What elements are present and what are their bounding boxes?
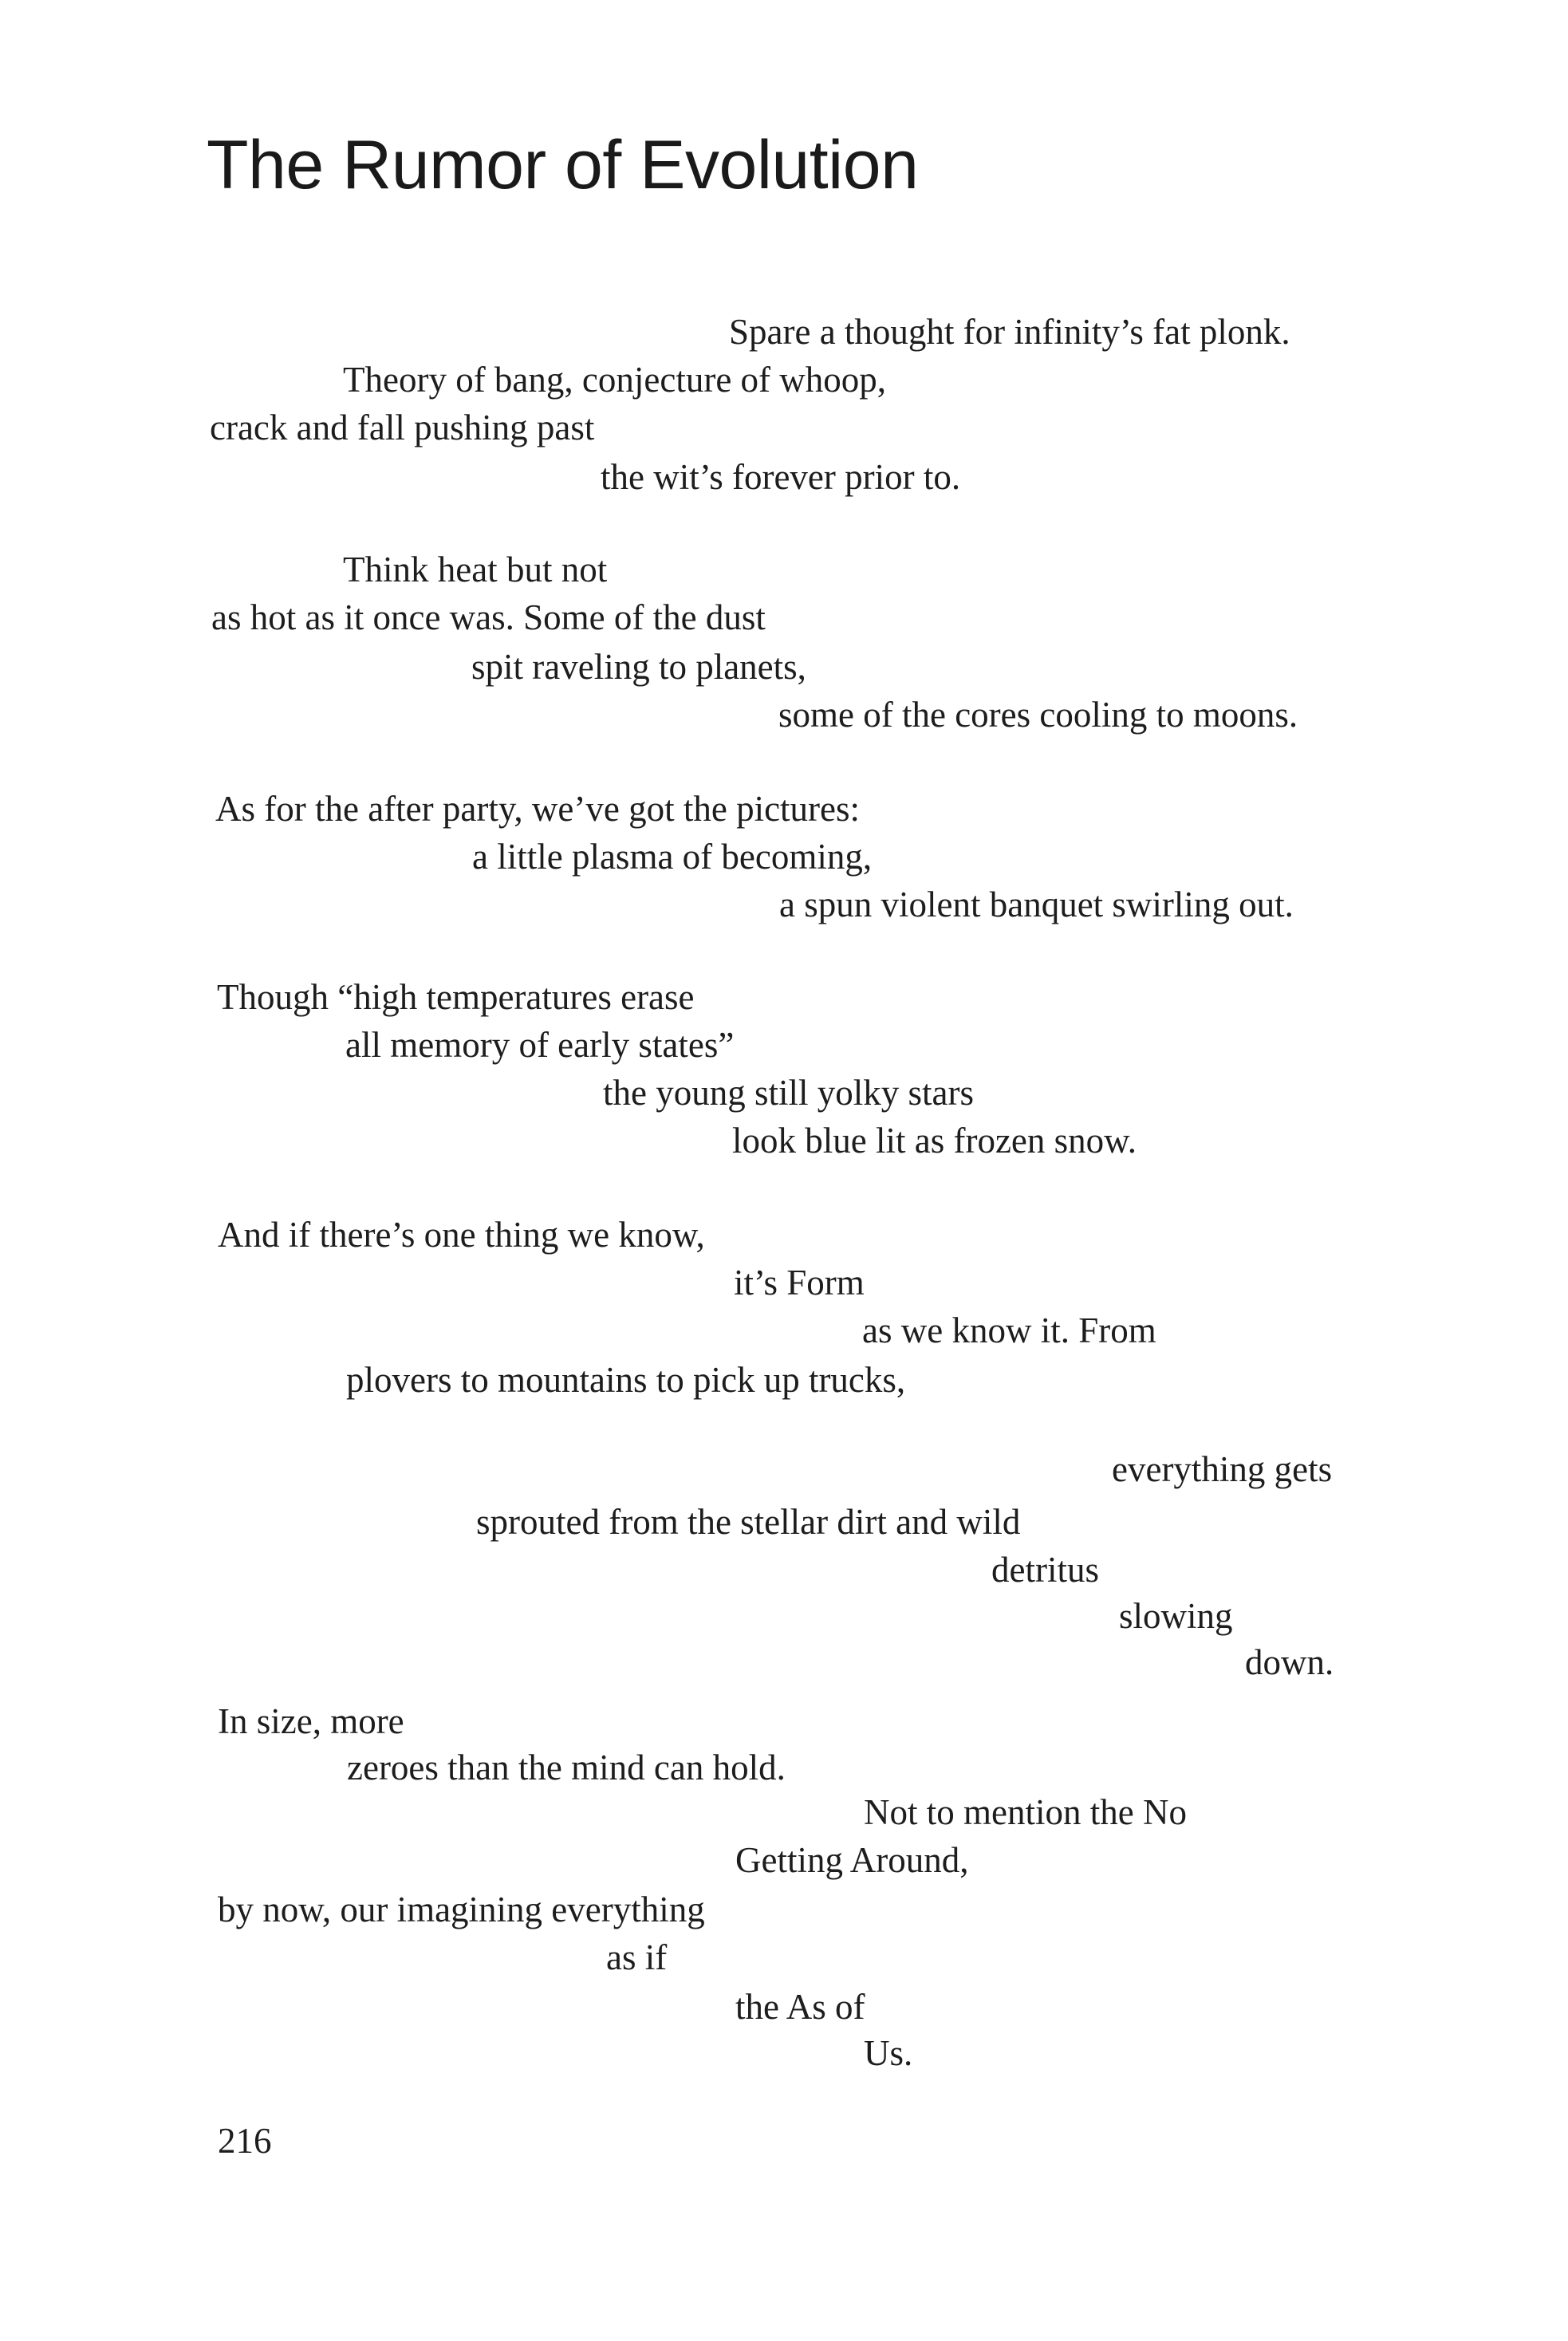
poem-line: As for the after party, we’ve got the pictures: — [215, 789, 861, 829]
poem-line: some of the cores cooling to moons. — [778, 695, 1298, 735]
poem-line: the young still yolky stars — [603, 1073, 974, 1113]
poem-line: Though “high temperatures erase — [217, 977, 695, 1017]
poem-line: Think heat but not — [343, 550, 608, 589]
poem-line: sprouted from the stellar dirt and wild — [476, 1502, 1021, 1542]
poem-line: In size, more — [218, 1701, 404, 1741]
poem-line: spit raveling to planets, — [471, 647, 806, 687]
poem-line: look blue lit as frozen snow. — [732, 1121, 1137, 1161]
poem-line: all memory of early states” — [345, 1025, 735, 1065]
poem-line: down. — [1245, 1642, 1334, 1682]
poem-line: plovers to mountains to pick up trucks, — [346, 1360, 906, 1400]
poem-line: Theory of bang, conjecture of whoop, — [343, 360, 887, 400]
poem-line: as hot as it once was. Some of the dust — [211, 597, 766, 637]
poem-line: Not to mention the No — [864, 1792, 1187, 1832]
page-number: 216 — [218, 2121, 272, 2161]
poem-line: the wit’s forever prior to. — [601, 457, 961, 497]
poem-line: a little plasma of becoming, — [472, 837, 873, 877]
poem-line: as if — [606, 1937, 668, 1977]
poem-line: zeroes than the mind can hold. — [347, 1748, 786, 1787]
poem-line: it’s Form — [734, 1263, 865, 1303]
poem-line: slowing — [1119, 1596, 1233, 1636]
poem-line: And if there’s one thing we know, — [218, 1215, 705, 1255]
poem-line: Getting Around, — [735, 1840, 969, 1880]
poem-line: by now, our imagining everything — [218, 1890, 705, 1929]
poem-line: the As of — [735, 1987, 865, 2027]
poem-line: crack and fall pushing past — [210, 408, 595, 447]
poem-line: everything gets — [1112, 1449, 1333, 1489]
poem-line: Spare a thought for infinity’s fat plonk. — [729, 312, 1290, 352]
poem-title: The Rumor of Evolution — [207, 127, 919, 203]
poem-line: as we know it. From — [862, 1310, 1156, 1350]
poem-line: a spun violent banquet swirling out. — [779, 885, 1294, 924]
poem-line: detritus — [991, 1550, 1099, 1590]
poem-line: Us. — [864, 2033, 913, 2073]
